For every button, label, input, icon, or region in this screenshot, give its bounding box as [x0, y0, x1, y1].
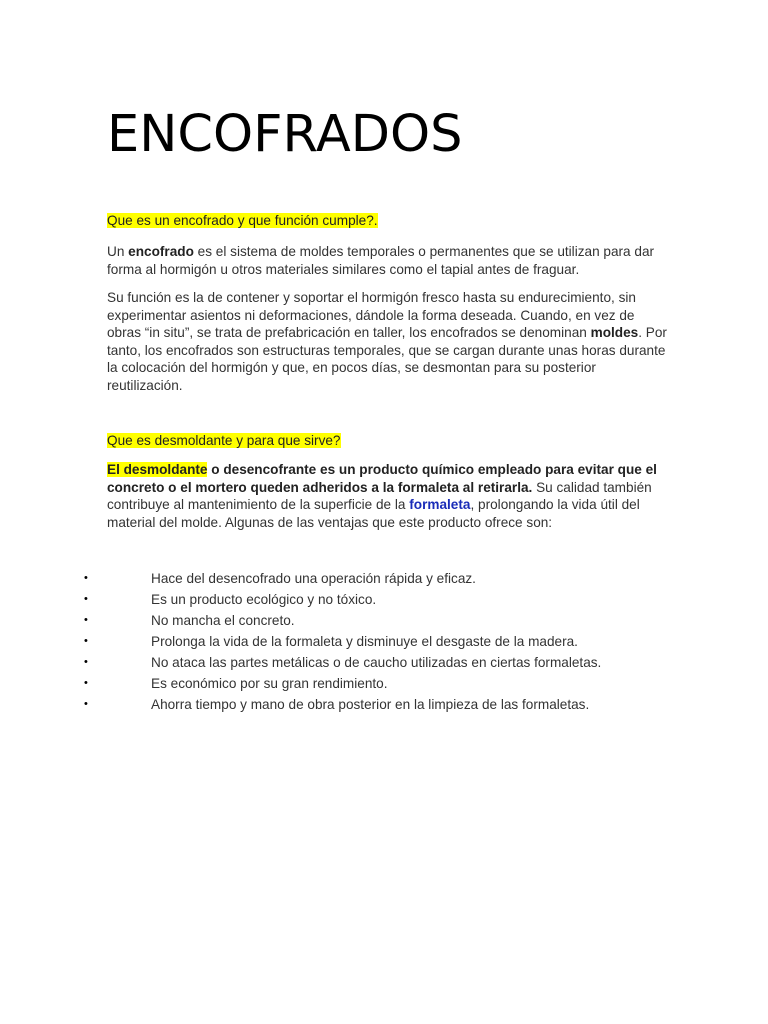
list-item — [84, 610, 704, 631]
list-item-text: Hace del desencofrado una operación rápida y eficaz. — [151, 571, 476, 586]
section2-p1-highlight: El desmoldante — [107, 462, 208, 477]
list-item-text: Ahorra tiempo y mano de obra posterior en la limpieza de las formaletas. — [151, 697, 590, 712]
section2-heading — [107, 432, 667, 450]
list-item — [84, 694, 704, 715]
section1-paragraph-1 — [107, 243, 667, 278]
list-item-text: No mancha el concreto. — [151, 613, 295, 628]
formaleta-link[interactable]: formaleta — [409, 497, 471, 513]
list-item — [84, 631, 704, 652]
section1-paragraph-2 — [107, 289, 667, 395]
section1-p1-post: es el sistema de moldes temporales o permanentes que se utilizan para dar forma al hormigón u otros materiales similares como el tapial antes de fraguar. — [107, 244, 655, 277]
section1-p2-bold: moldes — [590, 325, 639, 341]
list-item-text: Es económico por su gran rendimiento. — [151, 676, 388, 691]
bullet-icon: • — [84, 656, 88, 668]
bullet-icon: • — [84, 698, 88, 710]
section1-p1-pre: Un — [107, 244, 129, 259]
bullet-icon: • — [84, 677, 88, 689]
list-item-text: Es un producto ecológico y no tóxico. — [151, 592, 377, 607]
section2-p1-bold: o desencofrante es un producto químico empleado para evitar que el concreto o el mortero queden adheridos a la formaleta al retirarla. — [107, 462, 657, 495]
section2-heading-text: Que es desmoldante y para que sirve? — [107, 433, 341, 448]
list-item-text: Prolonga la vida de la formaleta y disminuye el desgaste de la madera. — [151, 634, 578, 649]
list-item — [84, 568, 704, 589]
bullet-icon: • — [84, 635, 88, 647]
bullet-icon: • — [84, 614, 88, 626]
section1-heading-text: Que es un encofrado y que función cumple?. — [107, 213, 378, 228]
section2-p1-post: , prolongando la vida útil del material del molde. Algunas de las ventajas que este producto ofrece son: — [107, 497, 640, 530]
section1-p2-post: . Por tanto, los encofrados son estructuras temporales, que se cargan durante unas horas durante la colocación del hormigón y que, en pocos días, se desmontan para su posterior reutilización. — [107, 325, 667, 393]
list-item — [84, 652, 704, 673]
section1-p1-bold: encofrado — [128, 244, 194, 259]
document-title: ENCOFRADOS — [107, 105, 463, 164]
list-item — [84, 673, 704, 694]
section2-paragraph-1 — [107, 461, 667, 531]
section2-p1-mid: Su calidad también contribuye al mantenimiento de la superficie de la — [107, 479, 652, 513]
bullet-icon: • — [84, 572, 88, 584]
section1-heading — [107, 212, 667, 230]
list-item-text: No ataca las partes metálicas o de caucho utilizadas en ciertas formaletas. — [151, 655, 602, 670]
list-item — [84, 589, 704, 610]
section1-p2-pre: Su función es la de contener y soportar el hormigón fresco hasta su endurecimiento, sin experimentar asientos ni deformaciones, dándole la forma deseada. Cuando, en vez de obras “in situ”, se trata de prefabricación en taller, los encofrados se denominan — [107, 290, 636, 341]
advantages-list — [84, 568, 704, 715]
bullet-icon: • — [84, 593, 88, 605]
